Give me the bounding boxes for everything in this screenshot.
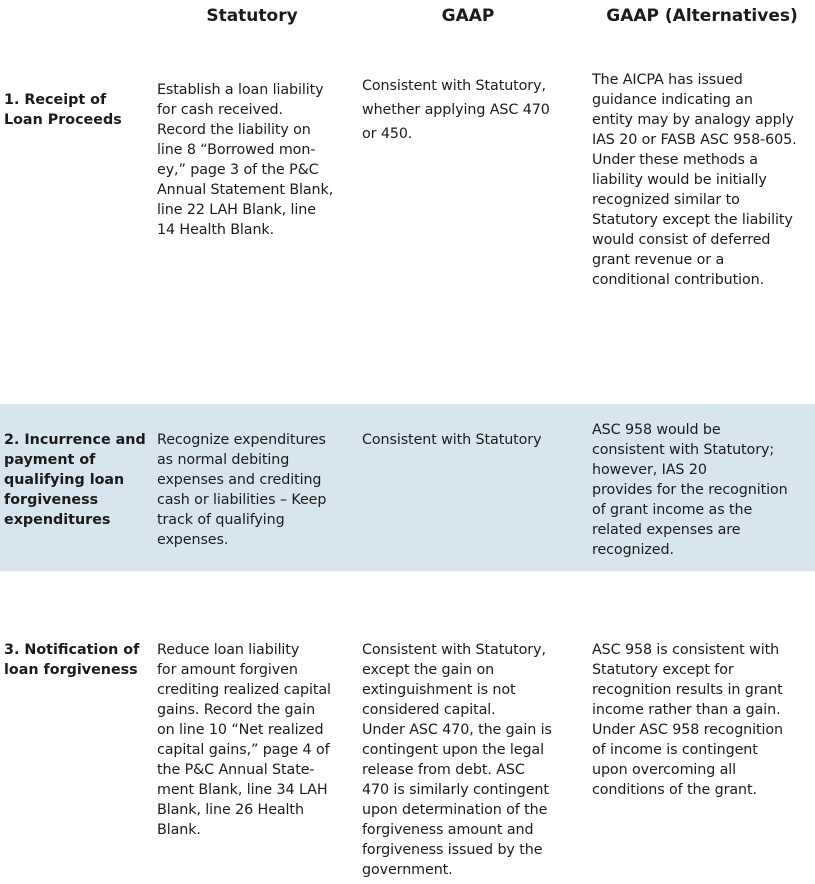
row-label: 1. Receipt of Loan Proceeds [4, 92, 122, 128]
gaap-alternatives-cell: The AICPA has issued guidance indicating an entity may by analogy apply IAS 20 or FASB ASC 958-605. Under these methods a liability would be initially recognized similar to Statutory except the liability would consist of deferred grant revenue or a conditional contribution. [592, 72, 797, 288]
statutory-cell: Recognize expenditures as normal debiting expenses and crediting cash or liabilities – Keep track of qualifying expenses. [157, 432, 327, 548]
header-statutory: Statutory [206, 6, 298, 26]
gaap-cell: Consistent with Statutory, except the gain on extinguishment is not considered capital. Under ASC 470, the gain is contingent upon the legal release from debt. ASC 470 is similarly contingent upon determination of the forgiveness amount and forgiveness issued by the government. [362, 642, 552, 878]
gaap-cell: Consistent with Statutory, whether applying ASC 470 or 450. [362, 78, 550, 142]
gaap-cell: Consistent with Statutory [362, 432, 542, 448]
gaap-alternatives-cell: ASC 958 would be consistent with Statutory; however, IAS 20 provides for the recognition of grant income as the related expenses are recognized. [592, 422, 788, 558]
statutory-cell: Establish a loan liability for cash received. Record the liability on line 8 “Borrowed mon- ey,” page 3 of the P&C Annual Statement Blank, line 22 LAH Blank, line 14 Health Blank. [157, 82, 334, 238]
row-label: 3. Notification of loan forgiveness [4, 642, 140, 678]
header-gaap: GAAP [441, 6, 495, 26]
statutory-cell: Reduce loan liability for amount forgiven crediting realized capital gains. Record the gain on line 10 “Net realized capital gains,” page 4 of the P&C Annual State- ment Blank, line 34 LAH Blank, line 26 Health Blank. [157, 642, 331, 838]
header-gaap-alternatives: GAAP (Alternatives) [606, 6, 798, 26]
row-label: 2. Incurrence and payment of qualifying loan forgiveness expenditures [4, 432, 146, 528]
gaap-alternatives-cell: ASC 958 is consistent with Statutory except for recognition results in grant income rather than a gain. Under ASC 958 recognition of income is contingent upon overcoming all conditions of the grant. [592, 642, 783, 798]
